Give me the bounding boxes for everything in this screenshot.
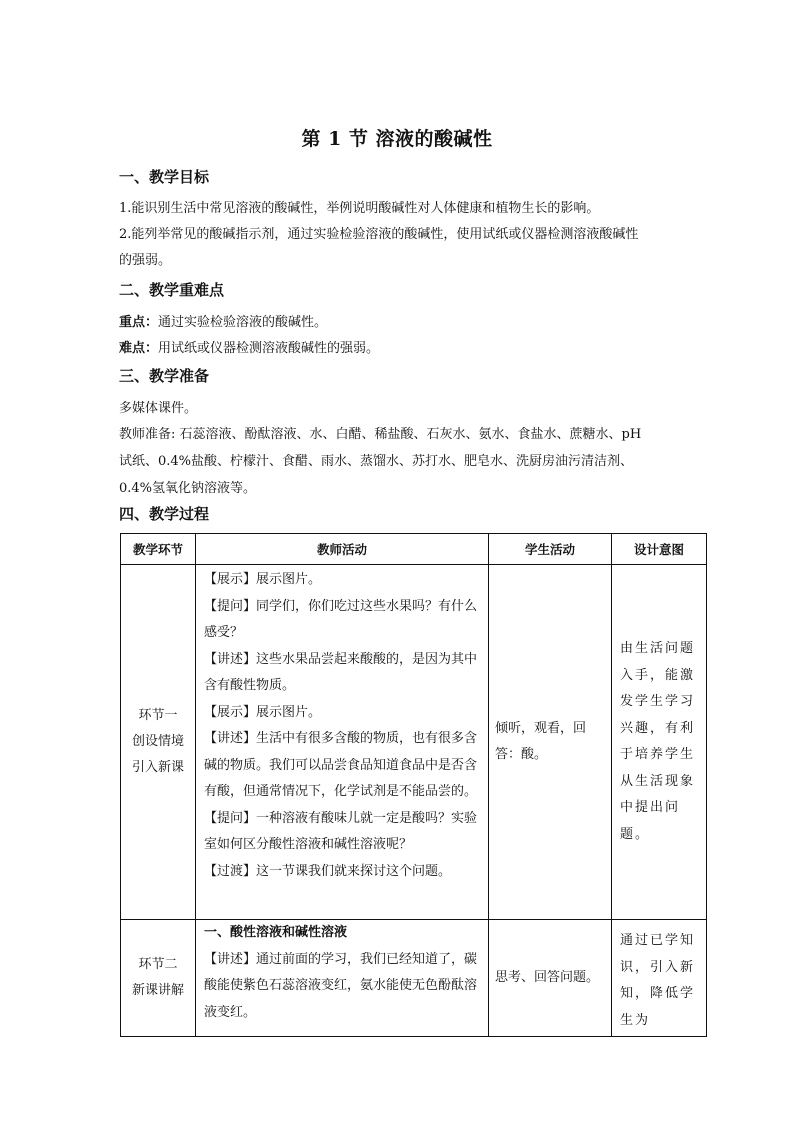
key-point-label: 重点：	[119, 315, 159, 330]
section-heading-prep: 三、教学准备	[119, 367, 210, 385]
stage-cell	[121, 920, 196, 1037]
prep-line-1: 多媒体课件。	[119, 401, 198, 416]
teacher-activity-cell	[196, 565, 489, 920]
stage-line: 创设情境	[131, 734, 184, 749]
goal-line-2: 2.能列举常见的酸碱指示剂，通过实验检验溶液的酸碱性，使用试纸或仪器检测溶液酸碱性	[119, 227, 639, 242]
section-heading-keypoints: 二、教学重难点	[119, 281, 225, 299]
page-title: 第 1 节 溶液的酸碱性	[301, 128, 493, 150]
key-point-line	[119, 311, 327, 330]
header-teacher: 教师活动	[196, 534, 489, 565]
table-row	[121, 565, 707, 920]
teacher-activity-paragraph: 【讲述】生活中有很多含酸的物质，也有很多含碱的物质。我们可以品尝食品知道食品中是否含有酸，但通常情况下，化学试剂是不能品尝的。	[204, 731, 478, 799]
stage-cell	[121, 565, 196, 920]
difficulty-label: 难点：	[119, 341, 159, 356]
table-header-row	[121, 534, 707, 565]
teacher-activity-paragraph: 【提问】同学们，你们吃过这些水果吗？有什么感受？	[204, 598, 478, 640]
stage-line: 环节二	[138, 957, 178, 972]
teacher-subheading: 一、酸性溶液和碱性溶液	[204, 925, 348, 940]
teacher-activity-paragraph: 【展示】展示图片。	[204, 704, 322, 720]
teacher-activity-cell	[196, 920, 489, 1037]
goal-line-1: 1.能识别生活中常见溶液的酸碱性，举例说明酸碱性对人体健康和植物生长的影响。	[119, 201, 600, 216]
teacher-activity-paragraph: 【讲述】这些水果品尝起来酸酸的，是因为其中含有酸性物质。	[204, 651, 478, 693]
prep-line-4: 0.4%氢氧化钠溶液等。	[119, 481, 257, 496]
stage-line: 引入新课	[131, 760, 184, 775]
design-intent-cell: 通过已学知识，引入新知，降低学生为	[612, 920, 707, 1037]
stage-line: 环节一	[138, 708, 178, 723]
difficulty-line	[119, 337, 379, 356]
prep-line-2: 教师准备: 石蕊溶液、酚酞溶液、水、白醋、稀盐酸、石灰水、氨水、食盐水、蔗糖水、pH	[119, 427, 642, 442]
header-intent: 设计意图	[612, 534, 707, 565]
difficulty-text: 用试纸或仪器检测溶液酸碱性的强弱。	[158, 341, 380, 356]
student-activity-cell: 思考、回答问题。	[489, 920, 612, 1037]
goal-line-3: 的强弱。	[119, 253, 172, 268]
prep-line-3: 试纸、0.4%盐酸、柠檬汁、食醋、雨水、蒸馏水、苏打水、肥皂水、洗厨房油污清洁剂、	[119, 454, 634, 469]
table-row	[121, 920, 707, 1037]
section-heading-goals: 一、教学目标	[119, 168, 210, 186]
student-activity-cell: 倾听，观看，回答：酸。	[489, 565, 612, 920]
key-point-text: 通过实验检验溶液的酸碱性。	[158, 315, 328, 330]
teacher-activity-paragraph: 【过渡】这一节课我们就来探讨这个问题。	[204, 863, 452, 879]
stage-line: 新课讲解	[131, 983, 184, 998]
header-stage: 教学环节	[121, 534, 196, 565]
design-intent-cell: 由生活问题入手，能激发学生学习兴趣，有利于培养学生从生活现象中提出问题。	[612, 565, 707, 920]
process-table	[120, 533, 707, 1037]
teacher-activity-paragraph: 【提问】一种溶液有酸味儿就一定是酸吗？实验室如何区分酸性溶液和碱性溶液呢？	[204, 810, 478, 852]
section-heading-process: 四、教学过程	[119, 505, 210, 523]
header-student: 学生活动	[489, 534, 612, 565]
teacher-activity-paragraph: 【展示】展示图片。	[204, 572, 322, 587]
teacher-activity-paragraph: 【讲述】通过前面的学习，我们已经知道了，碳酸能使紫色石蕊溶液变红，氨水能使无色酚酞溶液变红。	[204, 951, 478, 1020]
